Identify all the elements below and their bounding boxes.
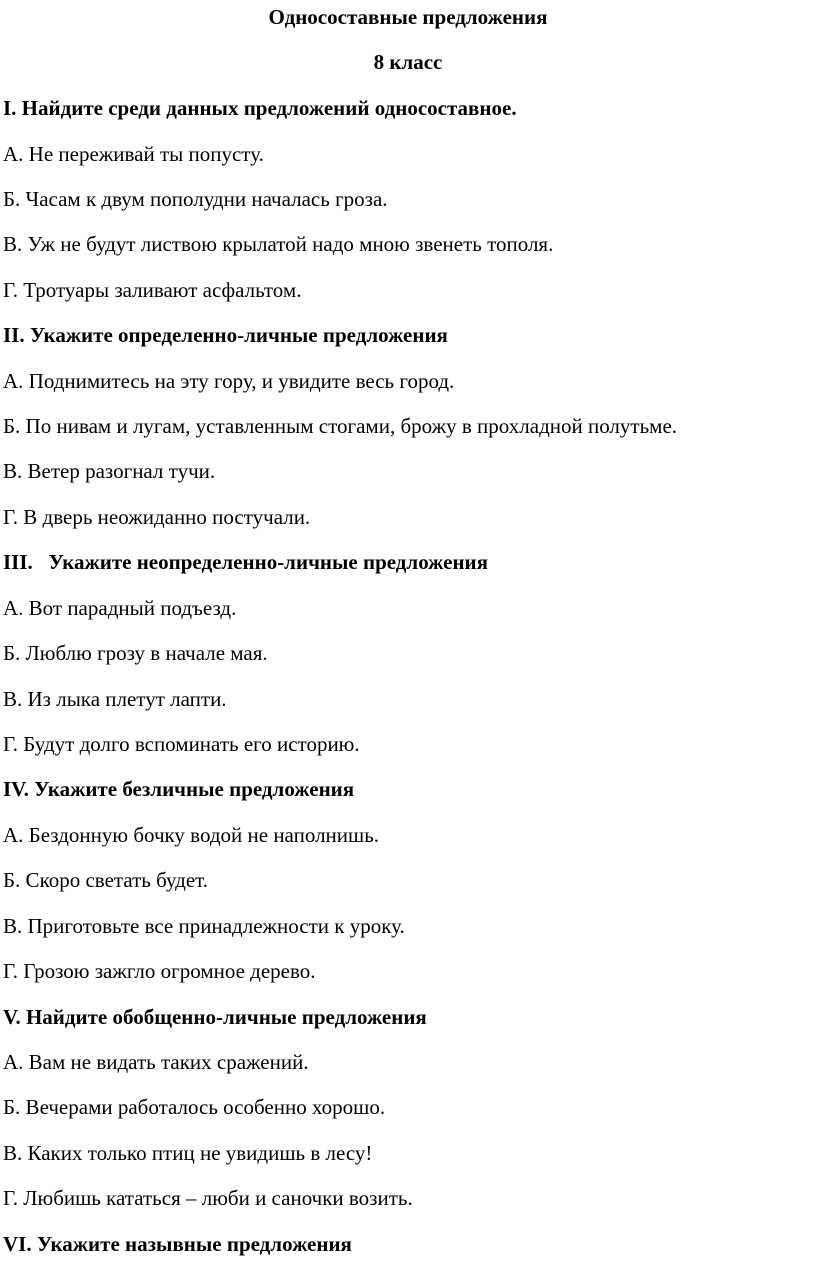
option-line: Г. Будут долго вспоминать его историю. xyxy=(3,732,360,756)
option-line: В. Из лыка плетут лапти. xyxy=(3,687,227,711)
section-heading: II. Укажите определенно-личные предложения xyxy=(3,323,448,347)
option-line: А. Вам не видать таких сражений. xyxy=(3,1050,309,1074)
section-heading: I. Найдите среди данных предложений односоставное. xyxy=(3,96,517,120)
option-line: Б. Вечерами работалось особенно хорошо. xyxy=(3,1095,386,1119)
option-line: В. Каких только птиц не увидишь в лесу! xyxy=(3,1141,373,1165)
option-line: Б. Часам к двум пополудни началась гроза. xyxy=(3,187,388,211)
section-heading: VI. Укажите назывные предложения xyxy=(3,1232,352,1256)
section-heading: IV. Укажите безличные предложения xyxy=(3,777,355,801)
section-heading: V. Найдите обобщенно-личные предложения xyxy=(3,1005,427,1029)
option-line: А. Поднимитесь на эту гору, и увидите весь город. xyxy=(3,369,455,393)
option-line: А. Не переживай ты попусту. xyxy=(3,142,264,166)
option-line: В. Уж не будут листвою крылатой надо мною звенеть тополя. xyxy=(3,232,554,256)
option-line: Г. В дверь неожиданно постучали. xyxy=(3,505,311,529)
grade-label: 8 класс xyxy=(373,50,443,74)
option-line: Г. Любишь кататься – люби и саночки возить. xyxy=(3,1186,413,1210)
option-line: В. Ветер разогнал тучи. xyxy=(3,459,216,483)
option-line: Б. Люблю грозу в начале мая. xyxy=(3,641,268,665)
option-line: В. Приготовьте все принадлежности к уроку. xyxy=(3,914,405,938)
option-line: А. Вот парадный подъезд. xyxy=(3,596,237,620)
option-line: Г. Тротуары заливают асфальтом. xyxy=(3,278,302,302)
option-line: А. Бездонную бочку водой не наполнишь. xyxy=(3,823,380,847)
option-line: Г. Грозою зажгло огромное дерево. xyxy=(3,959,316,983)
option-line: Б. Скоро светать будет. xyxy=(3,868,209,892)
option-line: Б. По нивам и лугам, уставленным стогами, брожу в прохладной полутьме. xyxy=(3,414,678,438)
section-heading: III. Укажите неопределенно-личные предложения xyxy=(3,550,489,574)
document-title: Односоставные предложения xyxy=(268,5,548,29)
